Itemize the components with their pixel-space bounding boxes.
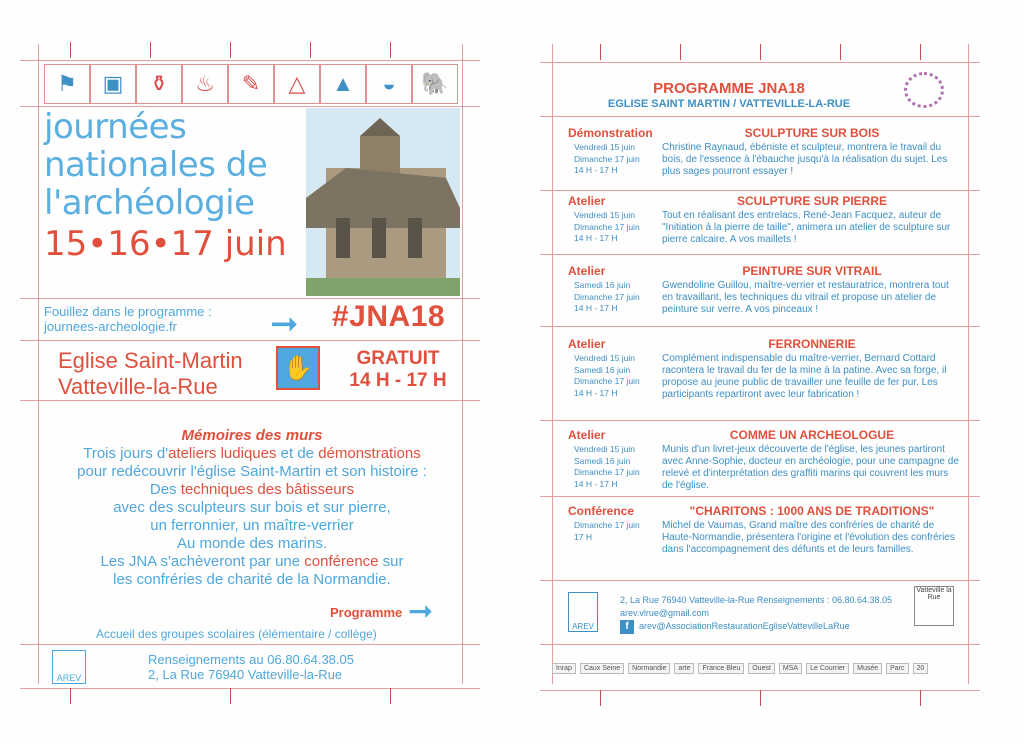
programme-row [568,264,960,315]
row-category: Atelier [568,337,606,351]
grid-line [540,326,980,327]
grid-line [20,688,480,689]
amphora-icon: ♨ [182,64,228,104]
grid-line [540,190,980,191]
footer-facebook[interactable]: f arev@AssociationRestaurationEgliseVattevilleLaRue [620,620,892,634]
tripod-icon: △ [274,64,320,104]
grid-line [20,400,480,401]
hours-label: 14 H - 17 H [349,370,447,391]
row-category: Atelier [568,264,606,278]
row-description: Complément indispensable du maître-verrier, Bernard Cottard racontera le travail du fer de la mine à la patine. Avec sa forge, il propose au jeune public de travailler une feuille de fer pur. Les participants repartiront avec leur fabrication ! [662,353,947,400]
description-line: pour redécouvrir l'église Saint-Martin et son histoire : [77,463,427,480]
landscape-icon: ▲ [320,64,366,104]
tick-mark [600,44,601,60]
title-line: journées [44,107,187,147]
tick-mark [70,688,71,704]
contact-address: 2, La Rue 76940 Vatteville-la-Rue [148,667,343,682]
partner-logo: Inrap [552,663,576,674]
row-heading: SCULPTURE SUR PIERRE [736,194,888,208]
grid-line [20,340,480,341]
partner-logo: Caux Seine [580,663,624,674]
description-line: Les JNA s'achèveront par une conférence sur [100,553,404,570]
partner-logo: 20 [913,663,929,674]
description-line: Trois jours d'ateliers ludiques et de démonstrations [83,445,421,462]
tick-mark [920,690,921,706]
row-heading: "CHARITONS : 1000 ANS DE TRADITIONS" [689,504,935,518]
tick-mark [840,44,841,60]
tick-mark [680,44,681,60]
fouillez-label: Fouillez dans le programme : [44,304,212,319]
partner-logo: Normandie [628,663,670,674]
row-heading: SCULPTURE SUR BOIS [744,126,880,140]
row-description: Tout en réalisant des entrelacs, René-Jean Facquez, auteur de "Initiation à la pierre de taille", animera un atelier de sculpture sur pierre calcaire. A vos maillets ! [662,210,951,245]
programme-row [568,504,960,555]
tick-mark [230,42,231,58]
row-dates: Vendredi 15 juin Samedi 16 juin Dimanche 17 juin 14 H - 17 H [574,353,640,398]
title-line: nationales de [44,145,268,185]
row-dates: Samedi 16 juin Dimanche 17 juin 14 H - 17 H [574,280,640,313]
footer-email[interactable]: arev.vlrue@gmail.com [620,608,709,618]
tick-mark [150,42,151,58]
tick-mark [920,44,921,60]
hand-icon: ✋ [276,346,320,390]
programme-row [568,337,960,400]
trowel-icon: ✎ [228,64,274,104]
tick-mark [600,690,601,706]
school-groups-note: Accueil des groupes scolaires (élémentaire / collège) [96,627,377,641]
programme-subtitle: EGLISE SAINT MARTIN / VATTEVILLE-LA-RUE [607,98,851,110]
price-hours [340,348,456,392]
grid-line [540,254,980,255]
badge-icon: ▣ [90,64,136,104]
grid-line [540,644,980,645]
row-dates: Vendredi 15 juin Samedi 16 juin Dimanche 17 juin 14 H - 17 H [574,444,640,489]
footer-address: 2, La Rue 76940 Vatteville-la-Rue Renseignements : 06.80.64.38.05 [620,595,893,605]
description [44,427,460,589]
jna-logo [904,72,944,108]
contact-info [148,652,354,682]
partner-logo: France Bleu [698,663,744,674]
venue-name: Eglise Saint-Martin [58,348,243,373]
tick-mark [70,42,71,58]
tick-mark [310,42,311,58]
grid-line [540,580,980,581]
event-title [44,108,306,298]
icon-strip [44,64,458,104]
partner-logo: Ouest [748,663,775,674]
row-dates: Vendredi 15 juin Dimanche 17 juin 14 H - 17 H [574,142,640,175]
row-dates: Dimanche 17 juin 17 H [574,520,640,542]
vase-icon: ⚱ [136,64,182,104]
row-heading: PEINTURE SUR VITRAIL [742,264,882,278]
flag-icon: ⚑ [44,64,90,104]
grid-line [540,116,980,117]
tick-mark [760,44,761,60]
partner-logos [552,650,960,686]
arev-logo: AREV [568,592,598,632]
tick-mark [230,688,231,704]
website-link[interactable]: journees-archeologie.fr [44,319,177,334]
contact-phone: Renseignements au 06.80.64.38.05 [148,652,354,667]
grid-line [552,44,553,684]
row-heading: COMME UN ARCHEOLOGUE [729,428,895,442]
row-description: Christine Raynaud, ébéniste et sculpteur, montrera le travail du bois, de l'essence à l'ébauche jusqu'à la réalisation du sujet. Les plus sages pourront essayer ! [662,142,948,177]
venue [58,348,243,400]
partner-logo: arte [674,663,694,674]
arrow-right-icon: ➞ [270,305,299,343]
row-description: Michel de Vaumas, Grand maître des confréries de charité de Haute-Normandie, présentera l'origine et l'évolution des confréries dans l'accompagnement des défunts et de leurs familles. [662,520,955,555]
row-dates: Vendredi 15 juin Dimanche 17 juin 14 H - 17 H [574,210,640,243]
grid-line [540,420,980,421]
row-description: Gwendoline Guillou, maître-verrier et restauratrice, montrera tout en travaillant, les techniques du vitrail et propose un atelier de peinture sur verre. A vos pinceaux ! [662,280,949,315]
row-category: Atelier [568,428,606,442]
description-line: avec des sculpteurs sur bois et sur pierre, [113,499,391,516]
description-line: Des techniques des bâtisseurs [149,481,355,498]
arrow-right-icon: ➞ [408,595,434,628]
partner-logo: MSA [779,663,802,674]
grid-line [38,44,39,684]
row-description: Munis d'un livret-jeux découverte de l'église, les jeunes partiront avec Anne-Sophie, docteur en archéologie, pour une campagne de relevé et d'interprétation des graffiti marins qui couvrent les murs de l'église. [662,444,959,491]
row-heading: FERRONNERIE [768,337,856,351]
partner-logo: Parc [886,663,908,674]
church-photo [306,108,460,296]
partner-logo: Le Courrier [806,663,849,674]
arev-logo: AREV [52,650,86,684]
row-category: Atelier [568,194,606,208]
description-line: Au monde des marins. [176,535,328,552]
footer-contact [620,594,892,634]
title-line: l'archéologie [44,183,255,223]
tick-mark [760,690,761,706]
programme-row [568,194,960,245]
grid-line [20,298,480,299]
hashtag: #JNA18 [332,300,446,333]
grid-line [968,44,969,684]
grid-line [462,44,463,684]
facebook-icon: f [620,620,634,634]
programme-label[interactable]: Programme [330,605,403,620]
programme-row [568,126,960,177]
row-category: Conférence [568,504,635,518]
description-line: un ferronnier, un maître-verrier [150,517,354,534]
pot-icon: ◒ [366,64,412,104]
mammoth-icon: 🐘 [412,64,458,104]
venue-town: Vatteville-la-Rue [58,374,218,399]
description-title: Mémoires des murs [181,427,323,444]
grid-line [540,62,980,63]
grid-line [540,496,980,497]
tick-mark [390,688,391,704]
partner-logo: Musée [853,663,882,674]
event-dates: 15•16•17 juin [44,224,287,264]
programme-title: PROGRAMME JNA18 [653,80,805,97]
row-category: Démonstration [568,126,653,140]
free-label: GRATUIT [356,348,440,369]
grid-line [20,644,480,645]
grid-line [20,60,480,61]
tick-mark [390,42,391,58]
village-crest: Vatteville la Rue [914,586,954,626]
programme-link-block [44,304,284,334]
programme-row [568,428,960,491]
description-line: les confréries de charité de la Normandie. [113,571,391,588]
